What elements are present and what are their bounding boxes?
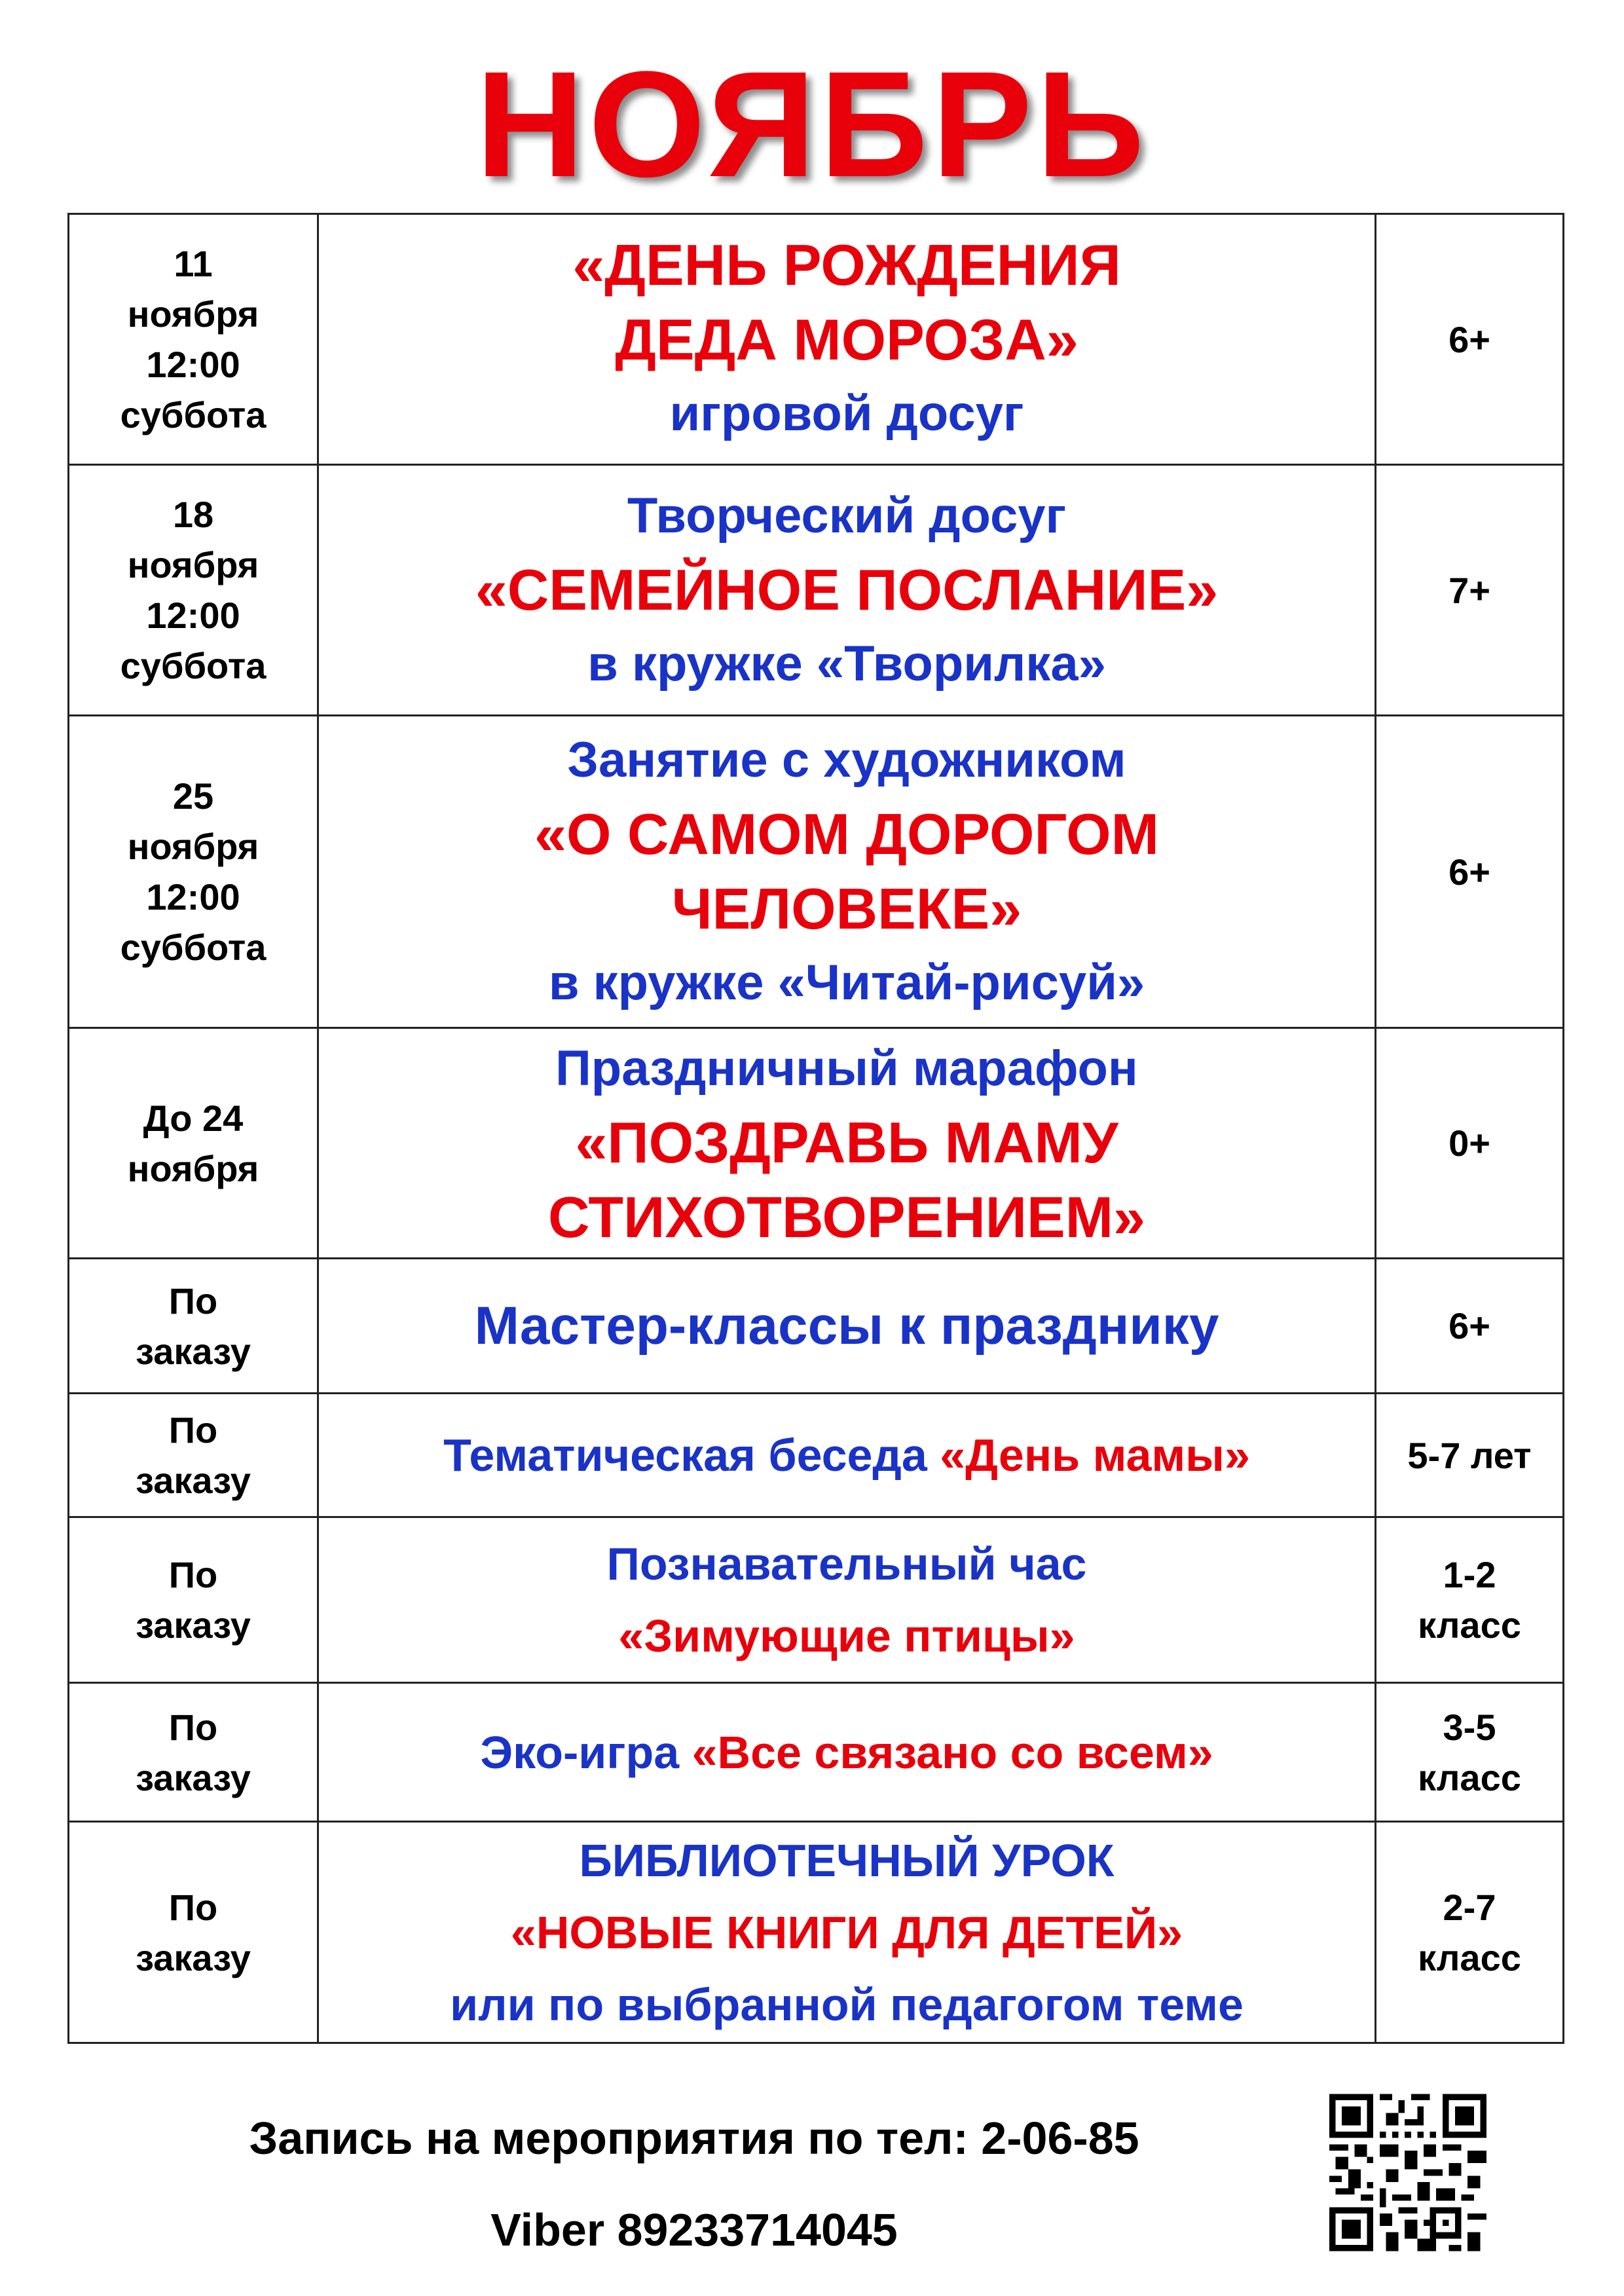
event-title: «Все связано со всем»	[692, 1726, 1213, 1778]
date-cell: 25 ноября 12:00 суббота	[69, 716, 318, 1028]
table-row	[69, 1028, 1564, 1259]
phone-line: Запись на мероприятия по тел: 2-06-85	[249, 2113, 1139, 2164]
event-subtitle: Тематическая беседа	[443, 1430, 940, 1481]
event-cell	[318, 214, 1376, 465]
date-cell: 11 ноября 12:00 суббота	[69, 214, 318, 465]
events-table	[67, 213, 1564, 2044]
event-subtitle: БИБЛИОТЕЧНЫЙ УРОК	[579, 1834, 1115, 1886]
event-subtitle: игровой досуг	[669, 386, 1024, 441]
event-cell	[318, 1259, 1376, 1394]
event-subtitle: в кружке «Творилка»	[587, 636, 1106, 692]
event-title: «СЕМЕЙНОЕ ПОСЛАНИЕ»	[475, 557, 1219, 622]
event-title: «О САМОМ ДОРОГОМ	[534, 802, 1159, 866]
event-cell	[318, 1394, 1376, 1517]
event-subtitle: Творческий досуг	[627, 488, 1067, 544]
date-cell: По заказу	[69, 1517, 318, 1683]
event-subtitle: Занятие с художником	[567, 732, 1126, 788]
page-title: НОЯБРЬ	[475, 40, 1149, 208]
table-row	[69, 1259, 1564, 1394]
table-row	[69, 465, 1564, 716]
event-subtitle: Познавательный час	[606, 1538, 1087, 1589]
event-title: «Зимующие птицы»	[618, 1610, 1075, 1661]
event-title: «ДЕНЬ РОЖДЕНИЯ	[572, 232, 1121, 297]
contact-footer	[0, 2092, 1388, 2276]
table-row	[69, 1822, 1564, 2043]
event-cell	[318, 1517, 1376, 1683]
event-subtitle: или по выбранной педагогом теме	[450, 1978, 1244, 2030]
event-cell	[318, 465, 1376, 716]
age-cell: 1-2 класс	[1376, 1517, 1564, 1683]
date-cell: По заказу	[69, 1394, 318, 1517]
event-cell	[318, 716, 1376, 1028]
event-title: СТИХОТВОРЕНИЕМ»	[548, 1184, 1145, 1250]
table-row	[69, 716, 1564, 1028]
event-title: ЧЕЛОВЕКЕ»	[671, 876, 1022, 941]
age-cell: 5-7 лет	[1376, 1394, 1564, 1517]
event-title: «День мамы»	[940, 1430, 1250, 1481]
event-title: ДЕДА МОРОЗА»	[615, 307, 1079, 372]
table-row	[69, 1517, 1564, 1683]
event-cell	[318, 1683, 1376, 1822]
age-cell: 7+	[1376, 465, 1564, 716]
event-cell	[318, 1028, 1376, 1259]
age-cell: 6+	[1376, 716, 1564, 1028]
age-cell: 2-7 класс	[1376, 1822, 1564, 2043]
event-cell	[318, 1822, 1376, 2043]
age-cell: 6+	[1376, 1259, 1564, 1394]
event-title: «ПОЗДРАВЬ МАМУ	[575, 1109, 1118, 1175]
date-cell: По заказу	[69, 1683, 318, 1822]
date-cell: По заказу	[69, 1822, 318, 2043]
event-title: «НОВЫЕ КНИГИ ДЛЯ ДЕТЕЙ»	[510, 1906, 1183, 1958]
event-subtitle: Эко-игра	[480, 1726, 692, 1778]
event-subtitle: в кружке «Читай-рисуй»	[548, 955, 1145, 1010]
date-cell: По заказу	[69, 1259, 318, 1394]
age-cell: 0+	[1376, 1028, 1564, 1259]
table-row	[69, 1683, 1564, 1822]
event-subtitle: Праздничный марафон	[555, 1040, 1138, 1096]
qr-code-icon	[1329, 2092, 1486, 2253]
viber-line: Viber 89233714045	[490, 2204, 898, 2255]
table-row	[69, 1394, 1564, 1517]
age-cell: 3-5 класс	[1376, 1683, 1564, 1822]
event-title: Мастер-классы к празднику	[474, 1295, 1219, 1356]
date-cell: 18 ноября 12:00 суббота	[69, 465, 318, 716]
age-cell: 6+	[1376, 214, 1564, 465]
date-cell: До 24 ноября	[69, 1028, 318, 1259]
table-row	[69, 214, 1564, 465]
